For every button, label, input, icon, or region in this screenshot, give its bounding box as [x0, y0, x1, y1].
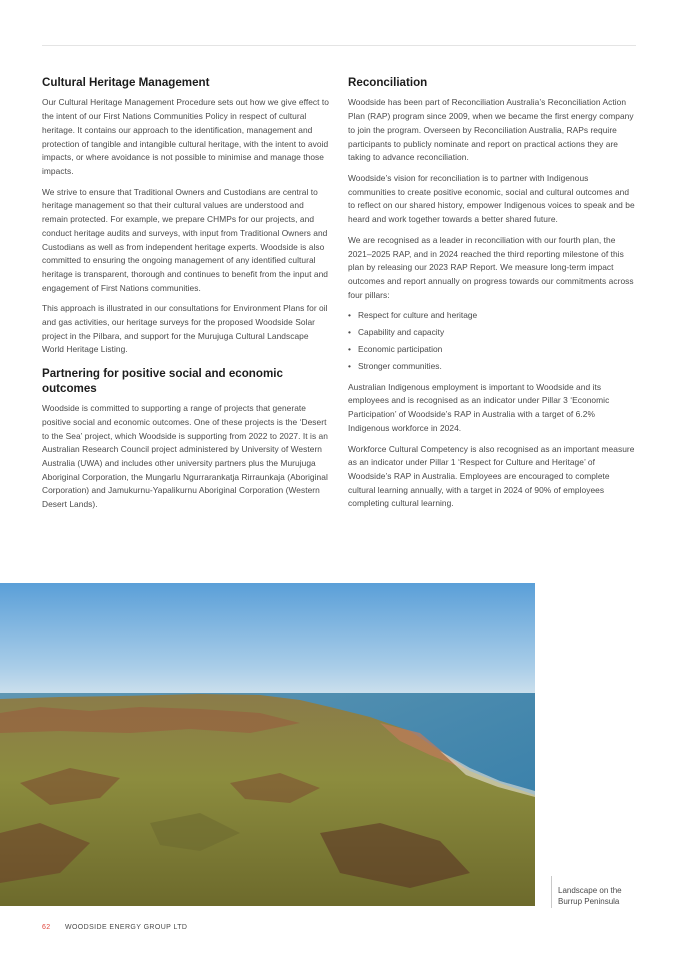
cultural-heritage-paragraph-2: We strive to ensure that Traditional Owners and Custodians are central to heritage management so that their cultural values are understood and remain protected. For example, we prepare CHMPs for our projects, and conduct heritage audits and surveys, with input from Traditional Owners and Custodians as well as from independent heritage experts. Woodside is also committed to ensuring the ongoing management of any identified cultural heritage is transparent, thorough and continues to benefit from the input and engagement of First Nations communities.: [42, 186, 328, 293]
cultural-heritage-paragraph-1: Our Cultural Heritage Management Procedure sets out how we give effect to the intent of our First Nations Communities Policy in respect of cultural heritage. It contains our approach to the identification, management and protection of tangible and intangible cultural heritage, with the intent to avoid impacts, or where avoidance is not possible to minimise and manage those impacts.: [42, 97, 329, 176]
cultural-heritage-heading: Cultural Heritage Management: [42, 76, 210, 89]
header-rule: [42, 45, 636, 46]
cultural-heritage-paragraph-3: This approach is illustrated in our consultations for Environment Plans for oil and gas activities, our heritage surveys for the proposed Woodside Solar project in the Pilbara, and support for the Murujuga Cultural Landscape World Heritage Listing.: [42, 303, 328, 355]
reconciliation-paragraph-2: Woodside’s vision for reconciliation is to partner with Indigenous communities to create positive economic, social and cultural outcomes and to reflect on our shared history, empower Indigenous voices to speak and be heard and work together towards a better shared future.: [348, 173, 635, 225]
pillars-list: [348, 309, 638, 373]
reconciliation-paragraph-1: Woodside has been part of Reconciliation Australia’s Reconciliation Action Plan (RAP) program since 2009, when we became the first energy company to join the program. Overseen by Reconciliation Australia, RAPs require participants to publicly nominate and report on practical actions they are taking to advance reconciliation.: [348, 97, 634, 163]
pillar-item: • Respect for culture and heritage: [348, 309, 638, 323]
partnering-heading: Partnering for positive social and economic outcomes: [42, 367, 283, 395]
caption-line-2: Burrup Peninsula: [558, 897, 620, 906]
page-footer: [42, 924, 187, 931]
partnering-paragraph: Woodside is committed to supporting a range of projects that generate positive social and economic outcomes. One of these projects is the ‘Desert to the Sea’ project, which Woodside is supporting from 2022 to 2027. It is an Australian Research Council project administered by University of Western Australia (UWA) and includes other university partners plus the Murujuga Aboriginal Corporation, the Mungarlu Ngurrarankatja Rirraunkaja (Aboriginal Corporation) and Jamukurnu-Yapalikurnu Aboriginal Corporation (Western Desert Lands).: [42, 403, 328, 510]
page-number: 62: [42, 924, 51, 931]
reconciliation-paragraph-5: Workforce Cultural Competency is also recognised as an important measure as an indicator under Pillar 1 ‘Respect for Culture and Heritage’ of Woodside’s RAP in Australia. Employees are encouraged to complete cultural learning annually, with a target in 2024 of 90% of employees completing cultural learning.: [348, 443, 635, 509]
company-name: WOODSIDE ENERGY GROUP LTD: [64, 924, 188, 931]
reconciliation-paragraph-4: Australian Indigenous employment is important to Woodside and its employees and is recognised as an indicator under Pillar 3 ‘Economic Participation’ of Woodside’s RAP in Australia with a target of 6.2% Indigenous workforce in 2024.: [348, 381, 610, 433]
reconciliation-heading: Reconciliation: [348, 76, 428, 89]
reconciliation-paragraph-3: We are recognised as a leader in reconciliation with our fourth plan, the 2021–2025 RAP, and in 2024 reached the third reporting milestone of this plan by releasing our 2023 RAP Report. We measure long-term impact outcomes and report annually on progress towards our commitments across four pillars:: [348, 234, 634, 300]
caption-line-1: Landscape on the: [558, 886, 622, 895]
landscape-photo: [0, 583, 535, 906]
photo-caption: [551, 876, 622, 908]
left-column: [42, 76, 330, 519]
pillar-item: • Stronger communities.: [348, 360, 638, 374]
pillar-item: • Economic participation: [348, 343, 638, 357]
right-column: [348, 76, 638, 518]
pillar-item: • Capability and capacity: [348, 326, 638, 340]
